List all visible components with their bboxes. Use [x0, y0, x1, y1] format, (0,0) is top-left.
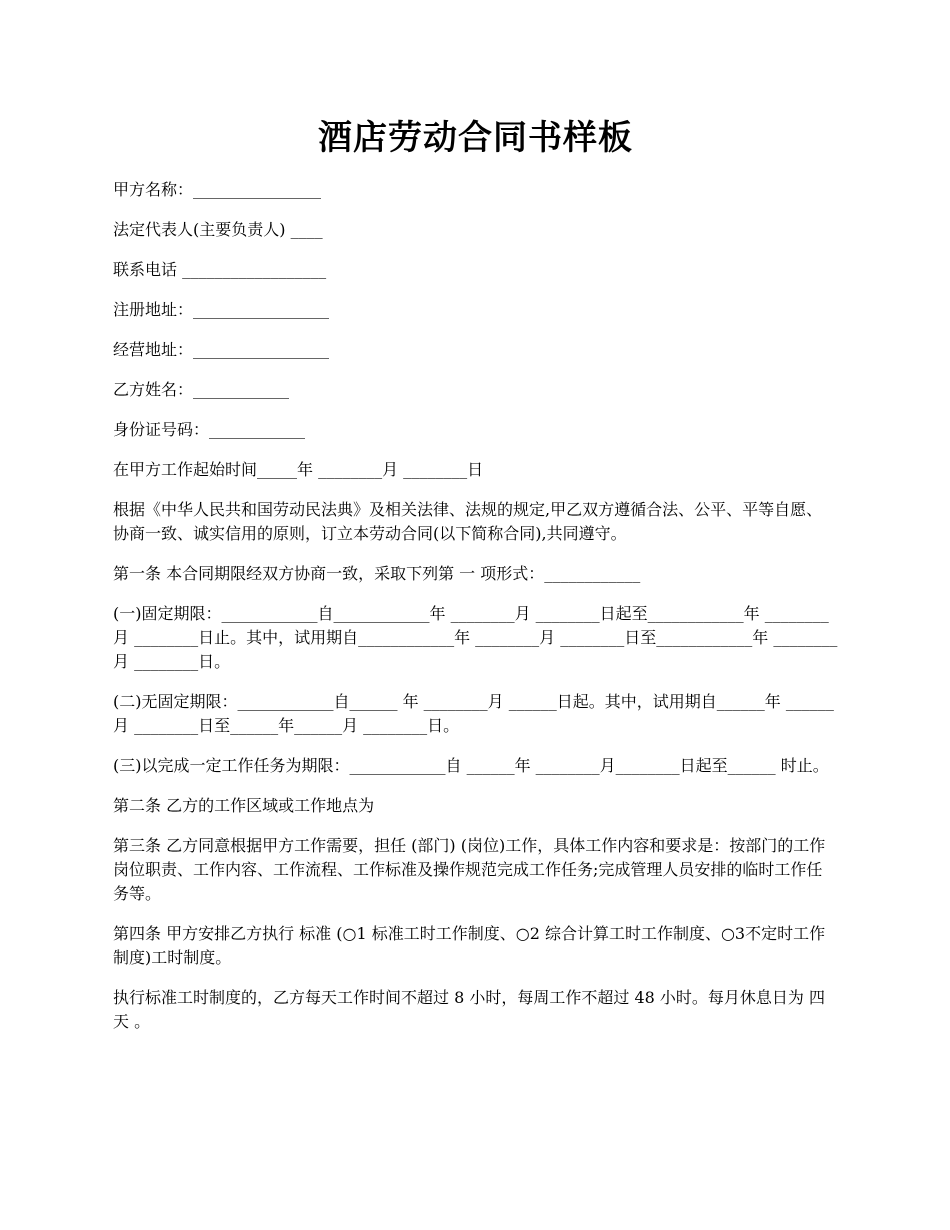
article-4-paragraph: 第四条 甲方安排乙方执行 标准 (○1 标准工时工作制度、○2 综合计算工时工作制度、○3不定时工作制度)工时制度。 — [113, 924, 826, 967]
document-title: 酒店劳动合同书样板 — [318, 118, 633, 158]
article-3-paragraph: 第三条 乙方同意根据甲方工作需要，担任 (部门) (岗位)工作，具体工作内容和要求是：按部门的工作岗位职责、工作内容、工作流程、工作标准及操作规范完成工作任务;完成管理人员安排的临时工作任务等。 — [113, 836, 826, 903]
preamble-paragraph: 根据《中华人民共和国劳动民法典》及相关法律、法规的规定,甲乙双方遵循合法、公平、平等自愿、协商一致、诚实信用的原则，订立本劳动合同(以下简称合同),共同遵守。 — [113, 500, 823, 543]
start-date-field: 在甲方工作起始时间_____年 ________月 ________日 — [113, 460, 484, 479]
legal-representative-field: 法定代表人(主要负责人) ____ — [113, 220, 323, 239]
task-term-paragraph: (三)以完成一定工作任务为期限：____________自 ______年 ________月________日起至______ 时止。 — [113, 756, 829, 775]
fixed-term-paragraph: (一)固定期限：____________自____________年 ________月 ________日起至____________年 ________月 ________日止。其中，试用期自____________年 ________月 ________日至____________年 ________月 ________日。 — [113, 604, 838, 671]
working-hours-paragraph: 执行标准工时制度的，乙方每天工作时间不超过 8 小时，每周工作不超过 48 小时。每月休息日为 四天 。 — [113, 988, 825, 1031]
party-a-name-field: 甲方名称：________________ — [113, 180, 322, 199]
contact-phone-field: 联系电话 __________________ — [113, 260, 327, 279]
open-term-paragraph: (二)无固定期限：____________自______ 年 ________月 ______日起。其中，试用期自______年 ______月 ________日至______年______月 ________日。 — [113, 692, 834, 735]
registered-address-field: 注册地址：_________________ — [113, 300, 330, 319]
id-number-field: 身份证号码：____________ — [113, 420, 306, 439]
party-b-name-field: 乙方姓名：____________ — [113, 380, 290, 399]
article-2-paragraph: 第二条 乙方的工作区域或工作地点为 — [113, 796, 375, 815]
article-1-paragraph: 第一条 本合同期限经双方协商一致，采取下列第 一 项形式：____________ — [113, 564, 641, 583]
business-address-field: 经营地址：_________________ — [113, 340, 330, 359]
